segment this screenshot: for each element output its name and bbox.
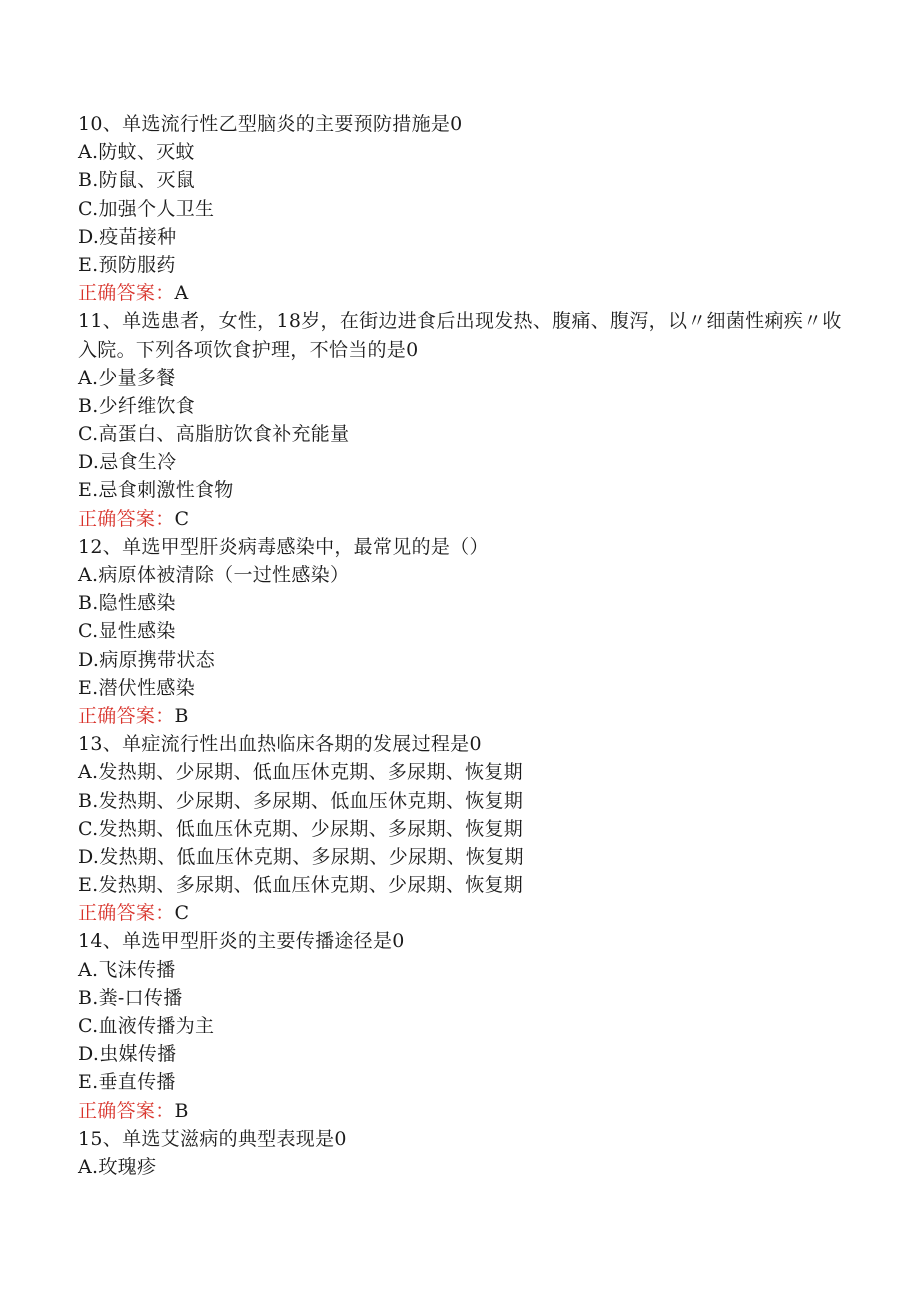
option-e: E.发热期、多尿期、低血压休克期、少尿期、恢复期 <box>78 874 524 897</box>
option-b: B.粪-口传播 <box>78 986 183 1009</box>
option-d: D.疫苗接种 <box>78 225 177 248</box>
question-block <box>78 730 848 927</box>
question-stem: 13、单症流行性出血热临床各期的发展过程是0 <box>78 733 482 756</box>
question-block <box>78 307 848 533</box>
option-b: B.防鼠、灭鼠 <box>78 169 196 192</box>
option-d: D.虫媒传播 <box>78 1043 177 1066</box>
option-b: B.隐性感染 <box>78 592 176 615</box>
option-a: A.少量多餐 <box>78 366 176 389</box>
answer-line <box>78 505 848 533</box>
option-e: E.潜伏性感染 <box>78 676 196 699</box>
answer-value: B <box>174 1099 189 1122</box>
document-body <box>78 110 848 1181</box>
answer-label: 正确答案： <box>78 902 175 925</box>
answer-value: C <box>174 902 190 925</box>
question-block <box>78 927 848 1124</box>
option-e: E.预防服药 <box>78 253 176 276</box>
question-stem: 10、单选流行性乙型脑炎的主要预防措施是0 <box>78 113 463 135</box>
option-d: D.发热期、低血压休克期、多尿期、少尿期、恢复期 <box>78 845 524 868</box>
answer-label: 正确答案： <box>78 704 175 727</box>
answer-line <box>78 702 848 730</box>
answer-label: 正确答案： <box>78 507 175 530</box>
option-b: B.少纤维饮食 <box>78 394 196 417</box>
option-b: B.发热期、少尿期、多尿期、低血压休克期、恢复期 <box>78 789 524 812</box>
option-e: E.忌食刺激性食物 <box>78 479 234 502</box>
question-block <box>78 533 848 730</box>
answer-line <box>78 899 848 927</box>
answer-line <box>78 279 848 307</box>
answer-label: 正确答案： <box>78 1099 175 1122</box>
answer-value: A <box>174 282 189 305</box>
question-stem: 14、单选甲型肝炎的主要传播途径是0 <box>78 930 405 953</box>
option-e: E.垂直传播 <box>78 1071 176 1094</box>
answer-value: C <box>174 507 190 530</box>
option-a: A.发热期、少尿期、低血压休克期、多尿期、恢复期 <box>78 761 523 784</box>
option-c: C.血液传播为主 <box>78 1015 215 1038</box>
option-a: A.病原体被清除（一过性感染） <box>78 564 350 587</box>
question-stem: 15、单选艾滋病的典型表现是0 <box>78 1127 347 1150</box>
answer-value: B <box>174 704 189 727</box>
answer-label: 正确答案： <box>78 282 175 305</box>
option-d: D.病原携带状态 <box>78 648 215 671</box>
option-c: C.显性感染 <box>78 620 176 643</box>
option-d: D.忌食生冷 <box>78 451 177 474</box>
option-a: A.防蚊、灭蚊 <box>78 141 195 164</box>
option-c: C.加强个人卫生 <box>78 197 215 220</box>
option-a: A.玫瑰疹 <box>78 1155 157 1178</box>
option-a: A.飞沫传播 <box>78 958 176 981</box>
question-block <box>78 110 848 307</box>
option-c: C.高蛋白、高脂肪饮食补充能量 <box>78 423 350 446</box>
question-block <box>78 1125 848 1181</box>
question-stem: 11、单选患者，女性，18岁，在街边进食后出现发热、腹痛、腹泻，以〃细菌性痢疾〃收入院。下列各项饮食护理，不恰当的是0 <box>78 310 842 361</box>
answer-line <box>78 1097 848 1125</box>
option-c: C.发热期、低血压休克期、少尿期、多尿期、恢复期 <box>78 817 524 840</box>
question-stem: 12、单选甲型肝炎病毒感染中，最常见的是（） <box>78 535 489 558</box>
